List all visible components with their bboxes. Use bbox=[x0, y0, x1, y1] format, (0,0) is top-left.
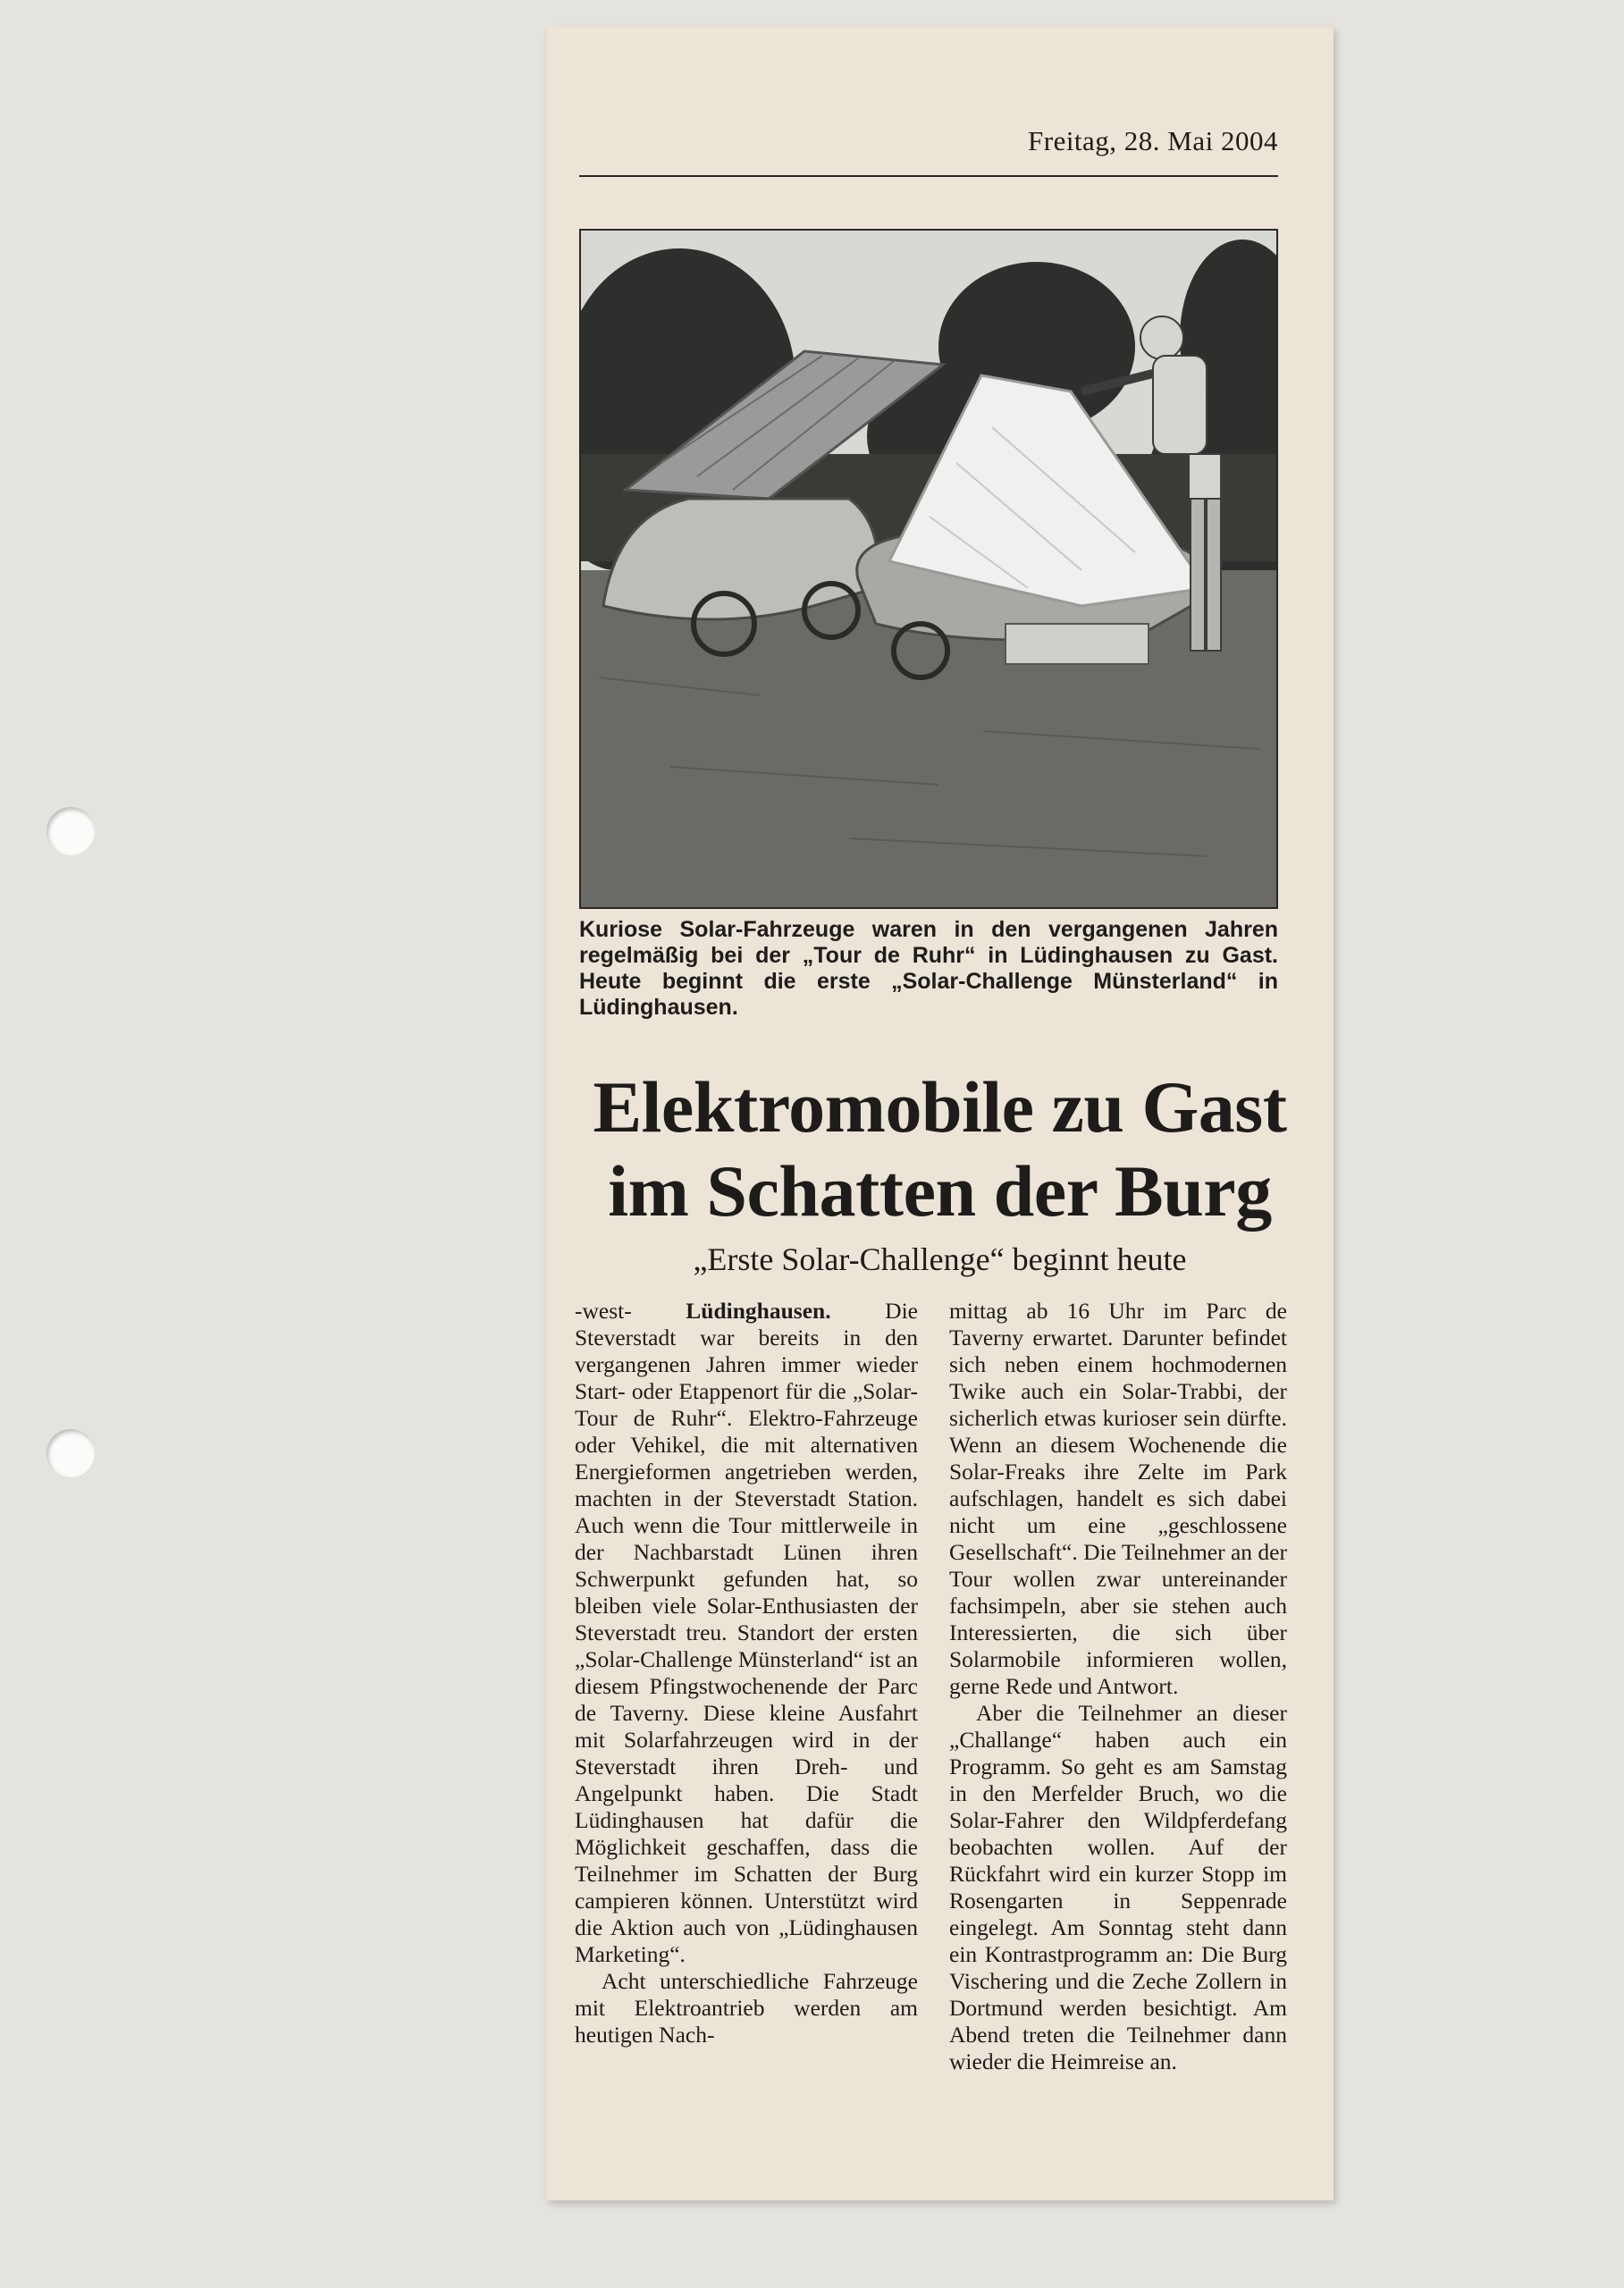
article-subheadline: „Erste Solar-Challenge“ beginnt heute bbox=[693, 1241, 1187, 1277]
article-photo bbox=[579, 229, 1278, 909]
paragraph-2-continued: mittag ab 16 Uhr im Parc de Taverny erwartet. Darunter befindet sich neben einem hochmodernen Twike auch ein Solar-Trabbi, der sicherlich etwas kurioser sein dürfte. Wenn an diesem Wochenende die Solar-Freaks ihre Zelte im Park aufschlagen, handelt es sich dabei nicht um eine „geschlossene Gesellschaft“. Die Teilnehmer an der Tour wollen zwar untereinander fachsimpeln, aber sie stehen auch Interessierten, die sich über Solarmobile informieren wollen, gerne Rede und Antwort. bbox=[949, 1298, 1287, 1699]
dateline: Lüdinghausen. bbox=[686, 1298, 831, 1324]
header-rule bbox=[579, 175, 1278, 177]
punch-hole-top bbox=[46, 807, 95, 855]
publication-date: Freitag, 28. Mai 2004 bbox=[1028, 125, 1278, 156]
author-tag: -west- bbox=[575, 1298, 632, 1324]
newspaper-clipping bbox=[546, 27, 1334, 2200]
paragraph-3: Aber die Teilnehmer an dieser „Challange“ haben auch ein Programm. So geht es am Samstag in den Merfelder Bruch, wo die Solar-Fahrer den Wildpferdefang beobachten wollen. Auf der Rückfahrt wird ein kurzer Stopp im Rosengarten in Seppenrade eingelegt. Am Sonntag steht dann ein Kontrastprogramm an: Die Burg Vischering und die Zeche Zollern in Dortmund werden besichtigt. Am Abend treten die Teilnehmer dann wieder die Heimreise an. bbox=[949, 1700, 1287, 2074]
article-column-1 bbox=[575, 1298, 918, 2048]
punch-hole-bottom bbox=[46, 1429, 95, 1477]
paragraph-2-start: Acht unterschiedliche Fahrzeuge mit Elektroantrieb werden am heutigen Nach- bbox=[575, 1968, 918, 2048]
article-headline bbox=[546, 1065, 1334, 1233]
photo-caption: Kuriose Solar-Fahrzeuge waren in den vergangenen Jahren regelmäßig bei der „Tour de Ruhr“ in Lüdinghausen zu Gast. Heute beginnt die erste „Solar-Challenge Münsterland“ in Lüdinghausen. bbox=[579, 917, 1278, 1020]
headline-line-2: im Schatten der Burg bbox=[608, 1150, 1272, 1232]
article-column-2 bbox=[949, 1298, 1287, 2075]
headline-line-1: Elektromobile zu Gast bbox=[593, 1066, 1287, 1148]
paragraph-1: Die Steverstadt war bereits in den vergangenen Jahren immer wieder Start- oder Etappenort für die „Solar-Tour de Ruhr“. Elektro-Fahrzeuge oder Vehikel, die mit alternativen Energieformen angetrieben werden, machten in der Steverstadt Station. Auch wenn die Tour mittlerweile in der Nachbarstadt Lünen ihren Schwerpunkt gefunden hat, so bleiben viele Solar-Enthusiasten der Steverstadt treu. Standort der ersten „Solar-Challenge Münsterland“ ist an diesem Pfingstwochenende der Parc de Taverny. Diese kleine Ausfahrt mit Solarfahrzeugen wird in der Steverstadt ihren Dreh- und Angelpunkt haben. Die Stadt Lüdinghausen hat dafür die Möglichkeit geschaffen, dass die Teilnehmer im Schatten der Burg campieren können. Unterstützt wird die Aktion auch von „Lüdinghausen Marketing“. bbox=[575, 1298, 919, 1967]
